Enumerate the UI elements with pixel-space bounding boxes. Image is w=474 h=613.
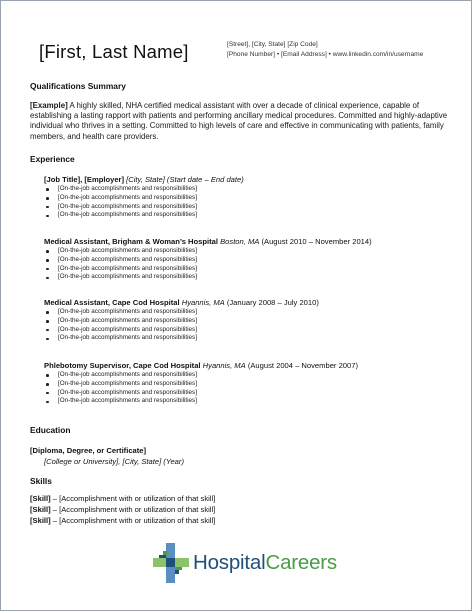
- bullet-icon: [46, 277, 49, 280]
- bullet-text: [On-the-job accomplishments and responsibilities]: [58, 325, 197, 333]
- bullet-icon: [46, 250, 49, 253]
- bullet-icon: [46, 383, 49, 386]
- job-location: Boston, MA: [218, 237, 260, 246]
- bullet-text: [On-the-job accomplishments and responsibilities]: [58, 397, 197, 405]
- bullet-text: [On-the-job accomplishments and responsibilities]: [58, 273, 197, 281]
- bullet-icon: [46, 206, 49, 209]
- skill-text: – [Accomplishment with or utilization of that skill]: [50, 516, 216, 525]
- job-title: Phlebotomy Supervisor, Cape Cod Hospital: [44, 361, 201, 370]
- skill-label: [Skill]: [30, 505, 51, 514]
- bullet-text: [On-the-job accomplishments and responsibilities]: [58, 211, 197, 219]
- skills-heading: Skills: [30, 476, 52, 486]
- bullet-text: [On-the-job accomplishments and responsibilities]: [58, 316, 197, 324]
- bullet-icon: [46, 311, 49, 314]
- bullet-icon: [46, 197, 49, 200]
- list-item: [44, 203, 197, 212]
- bullet-icon: [46, 215, 49, 218]
- experience-heading: Experience: [30, 154, 75, 164]
- candidate-name: [First, Last Name]: [39, 41, 189, 62]
- bullet-text: [On-the-job accomplishments and responsibilities]: [58, 334, 197, 342]
- bullet-text: [On-the-job accomplishments and responsibilities]: [58, 193, 197, 201]
- hospital-careers-logo: [151, 541, 337, 585]
- job-location: Hyannis, MA: [179, 298, 225, 307]
- bullet-icon: [46, 320, 49, 323]
- logo-wordmark: [193, 551, 337, 575]
- job-header: [44, 361, 358, 370]
- skill-label: [Skill]: [30, 516, 51, 525]
- logo-word-careers: Careers: [265, 551, 337, 574]
- list-item: [44, 273, 197, 282]
- bullet-text: [On-the-job accomplishments and responsibilities]: [58, 379, 197, 387]
- list-item: [44, 317, 197, 326]
- job-location: [City, State] (Start date – End date): [124, 175, 244, 184]
- skill-item: [30, 516, 215, 525]
- list-item: [44, 194, 197, 203]
- bullet-icon: [46, 392, 49, 395]
- list-item: [44, 256, 197, 265]
- summary-label: [Example]: [30, 101, 68, 110]
- bullet-icon: [46, 401, 49, 404]
- bullet-text: [On-the-job accomplishments and responsibilities]: [58, 264, 197, 272]
- skill-text: – [Accomplishment with or utilization of that skill]: [50, 505, 216, 514]
- list-item: [44, 380, 197, 389]
- job-bullet-list: [44, 247, 197, 282]
- bullet-icon: [46, 329, 49, 332]
- education-school: [College or University], [City, State] (Year): [44, 457, 184, 466]
- skill-item: [30, 494, 215, 503]
- job-bullet-list: [44, 371, 197, 406]
- list-item: [44, 371, 197, 380]
- skill-text: – [Accomplishment with or utilization of that skill]: [50, 494, 216, 503]
- job-title: [Job Title], [Employer]: [44, 175, 125, 184]
- bullet-text: [On-the-job accomplishments and responsibilities]: [58, 371, 197, 378]
- job-title: Medical Assistant, Cape Cod Hospital: [44, 298, 180, 307]
- bullet-icon: [46, 374, 49, 377]
- job-header: [44, 298, 319, 307]
- bullet-icon: [46, 188, 49, 191]
- bullet-text: [On-the-job accomplishments and responsibilities]: [58, 308, 197, 315]
- education-degree: [Diploma, Degree, or Certificate]: [30, 446, 147, 455]
- contact-phone-email-linkedin: [Phone Number] • [Email Address] • www.linkedin.com/in/username: [227, 50, 424, 58]
- bullet-icon: [46, 259, 49, 262]
- job-header: [44, 237, 372, 246]
- bullet-text: [On-the-job accomplishments and responsibilities]: [58, 185, 197, 192]
- list-item: [44, 265, 197, 274]
- list-item: [44, 397, 197, 406]
- list-item: [44, 308, 197, 317]
- job-dates: (January 2008 – July 2010): [224, 298, 319, 307]
- list-item: [44, 326, 197, 335]
- summary-text: A highly skilled, NHA certified medical assistant with over a decade of clinical experience, capable of establishing a lasting rapport with patients and performing ancillary medical procedures. Committed and highly-adaptive individual who thrives in a setting. Committed to high levels of care and effective in communicating with patients, family members, and health care providers.: [30, 101, 448, 141]
- job-bullet-list: [44, 308, 197, 343]
- list-item: [44, 211, 197, 220]
- bullet-icon: [46, 338, 49, 341]
- summary-heading: Qualifications Summary: [30, 81, 126, 91]
- job-bullet-list: [44, 185, 197, 220]
- skill-item: [30, 505, 215, 514]
- skill-label: [Skill]: [30, 494, 51, 503]
- logo-word-hospital: Hospital: [193, 551, 266, 574]
- job-header: [44, 175, 244, 184]
- list-item: [44, 334, 197, 343]
- list-item: [44, 389, 197, 398]
- bullet-text: [On-the-job accomplishments and responsibilities]: [58, 255, 197, 263]
- contact-address: [Street], [City, State] [Zip Code]: [227, 41, 318, 48]
- bullet-text: [On-the-job accomplishments and responsibilities]: [58, 247, 197, 254]
- cross-logo-icon: [151, 541, 191, 585]
- list-item: [44, 185, 197, 194]
- bullet-text: [On-the-job accomplishments and responsibilities]: [58, 202, 197, 210]
- bullet-icon: [46, 268, 49, 271]
- education-heading: Education: [30, 425, 71, 435]
- job-dates: (August 2004 – November 2007): [245, 361, 358, 370]
- job-location: Hyannis, MA: [200, 361, 246, 370]
- job-title: Medical Assistant, Brigham & Woman’s Hospital: [44, 237, 218, 246]
- job-dates: (August 2010 – November 2014): [259, 237, 372, 246]
- list-item: [44, 247, 197, 256]
- contact-info: [227, 40, 423, 59]
- bullet-text: [On-the-job accomplishments and responsibilities]: [58, 388, 197, 396]
- summary-paragraph: [30, 101, 455, 142]
